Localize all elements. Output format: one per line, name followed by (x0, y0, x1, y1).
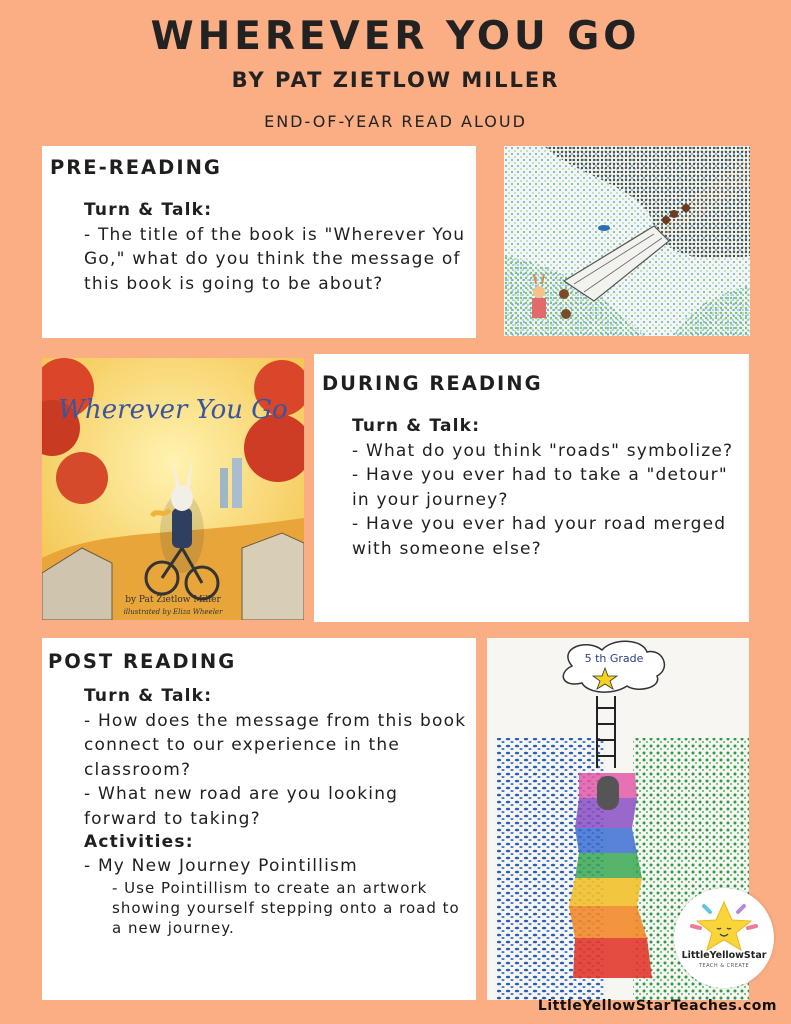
author-line: BY PAT ZIETLOW MILLER (231, 68, 560, 92)
pre-reading-heading: PRE-READING (50, 156, 222, 179)
during-reading-turn-talk (352, 414, 737, 561)
page-subtitle: END-OF-YEAR READ ALOUD (264, 112, 527, 131)
book-cover-illustration (42, 358, 304, 620)
question-item: - Have you ever had your road merged with someone else? (352, 514, 727, 559)
page-title: WHEREVER YOU GO (150, 14, 641, 59)
activity-item: - My New Journey Pointillism (84, 856, 358, 876)
website-footer[interactable]: LittleYellowStarTeaches.com (537, 998, 777, 1014)
activities-section (84, 830, 468, 938)
during-reading-card (314, 354, 749, 622)
post-reading-turn-talk (84, 684, 468, 831)
question-item: - How does the message from this book connect to our experience in the classroom? (84, 710, 467, 780)
question-item: - What new road are you looking forward to taking? (84, 784, 399, 829)
little-yellow-star-logo (674, 888, 774, 988)
bridge-artwork-image (504, 146, 750, 336)
book-cover-title: Wherever You Go (58, 395, 288, 425)
star-logo-icon (674, 888, 774, 988)
activity-detail: - Use Pointillism to create an artwork showing yourself stepping onto a road to a new journey. (112, 879, 460, 937)
cloud-text: 5 th Grade (584, 652, 644, 665)
book-cover-illustrator: illustrated by Eliza Wheeler (123, 608, 223, 616)
turn-talk-label: Turn & Talk: (84, 686, 213, 706)
question-item: - What do you think "roads" symbolize? (352, 440, 734, 461)
post-reading-heading: POST READING (48, 650, 237, 673)
logo-name: LittleYellowStar (681, 950, 767, 961)
logo-tagline: TEACH & CREATE (698, 963, 750, 969)
book-cover-author: by Pat Zietlow Miller (125, 595, 221, 605)
activities-label: Activities: (84, 832, 194, 852)
during-reading-heading: DURING READING (322, 372, 543, 395)
turn-talk-label: Turn & Talk: (84, 200, 213, 220)
post-reading-card (42, 638, 476, 1000)
turn-talk-label: Turn & Talk: (352, 416, 481, 436)
question-item: - The title of the book is "Wherever You Go," what do you think the message of this book is going to be about? (84, 224, 466, 294)
question-item: - Have you ever had to take a "detour" in your journey? (352, 465, 728, 510)
pre-reading-card (42, 146, 476, 338)
student-bridge-artwork (504, 146, 750, 336)
pre-reading-turn-talk (84, 198, 468, 296)
book-cover-image (42, 358, 304, 620)
